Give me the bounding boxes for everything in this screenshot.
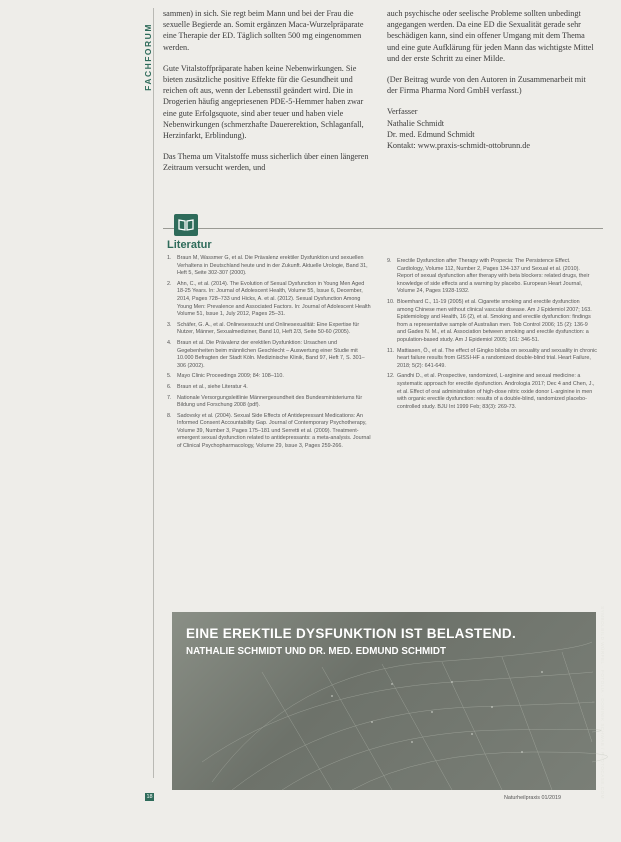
reference-number: 9. bbox=[387, 258, 392, 264]
reference-text: Mayo Clinic Proceedings 2009; 84: 108–110. bbox=[177, 373, 284, 380]
authors-heading: Verfasser bbox=[387, 107, 418, 117]
article-column-left bbox=[163, 8, 375, 184]
reference-list-left bbox=[167, 255, 373, 454]
reference-item bbox=[167, 373, 373, 381]
literature-heading: Literatur bbox=[167, 239, 212, 251]
photo-credit-text: SYMBOLBILD WÜRFEL · FOTOLIA · DOMINIK SCHWAB / PHOTOCASE.COM bbox=[599, 606, 605, 799]
reference-number: 7. bbox=[167, 394, 172, 401]
reference-text: Braun et al., siehe Literatur 4. bbox=[177, 383, 248, 390]
author-name: Nathalie Schmidt bbox=[387, 118, 445, 128]
reference-number: 12. bbox=[387, 373, 395, 380]
reference-number: 5. bbox=[167, 373, 172, 380]
reference-item bbox=[167, 281, 373, 319]
book-icon bbox=[174, 214, 198, 236]
reference-number: 2. bbox=[167, 280, 172, 287]
reference-text: Braun et al. Die Prävalenz der erektilen Dysfunktion: Ursachen und Gegebenheiten beim männlichen Geschlecht – Auswertung einer Studie mit 10.000 Befragten der Stadt Köln. Medizinische Klinik, Band 97, Heft 7, S. 301–306 (2002). bbox=[177, 339, 365, 369]
reference-text: Bloemhard C., 11-19 (2005) et al. Cigarette smoking and erectile dysfunction among Chinese men without clinical vascular disease. Am J Epidemiol 2007; 163. Epidemiology and Health, 16 (2), et al. Smoking and erectile dysfunction: findings from a representative sample of Australian men. Tob Control 2006; 15 (2): 136-9 and Gades N. M., et al. Association between smoking and erectile dysfunction: a population-based study. Am J Epidemiol 2005; 161: 346-51. bbox=[397, 298, 592, 343]
author-name: Dr. med. Edmund Schmidt bbox=[387, 129, 475, 139]
reference-item bbox=[167, 340, 373, 370]
reference-item bbox=[167, 255, 373, 278]
reference-number: 3. bbox=[167, 321, 172, 328]
footer-publication: Naturheilpraxis 01/2019 bbox=[504, 795, 561, 801]
section-divider bbox=[163, 228, 603, 229]
reference-number: 10. bbox=[387, 298, 395, 305]
reference-item bbox=[167, 384, 373, 392]
reference-item bbox=[387, 373, 597, 411]
ad-subline: NATHALIE SCHMIDT UND DR. MED. EDMUND SCHMIDT bbox=[186, 646, 446, 657]
reference-item bbox=[387, 299, 597, 345]
ad-headline: EINE EREKTILE DYSFUNKTION IST BELASTEND. bbox=[186, 626, 517, 641]
paragraph: Das Thema um Vitalstoffe muss sicherlich über einen längeren Zeitraum versucht werden, und bbox=[163, 152, 369, 173]
section-tab bbox=[140, 18, 152, 98]
reference-number: 4. bbox=[167, 339, 172, 346]
reference-item bbox=[167, 413, 373, 451]
reference-text: Ahn, C., et al. (2014). The Evolution of Sexual Dysfunction in Young Men Aged 18-25 Years. In: Journal of Adolescent Health, Volume 55, Issue 6, December, 2014, Pages 728–733 und Hicks, A. et al. (2012). Sexual Dysfunction Among Young Men: Prevalence and Associated Factors. In: Journal of Adolescent Health Volume 51, Issue 1, July 2012, Pages 25–31. bbox=[177, 280, 371, 318]
reference-number: 11. bbox=[387, 347, 395, 354]
reference-list-right bbox=[387, 258, 597, 414]
reference-text: Nationale Versorgungsleitlinie Männergesundheit des Bundesministeriums für Bildung und Forschung 2008 (pdf). bbox=[177, 394, 363, 409]
reference-item bbox=[167, 395, 373, 410]
reference-item bbox=[167, 322, 373, 337]
reference-item bbox=[387, 348, 597, 371]
page-number: 18 bbox=[146, 794, 153, 800]
reference-text: Gandhi D., et al. Prospective, randomized, L-arginine and sexual medicine: a systematic approach for erectile dysfunction. Andrologia 2017; Dec 4 and Chen, J., et al. Effect of oral administration of high-dose nitric oxide donor L-arginine in men with organic erectile dysfunction: results of a double-blind, randomized placebo-controlled study. BJU Int 1999 Feb; 83(3): 269-73. bbox=[397, 373, 595, 410]
reference-text: Sadovsky et al. (2004). Sexual Side Effects of Antidepressant Medications: An Informed Consent Accountability Gap. Journal of Contemporary Psychotherapy, Volume 39, Number 3, Pages 175–181 und Serretti et al. (2009). Treatment-emergent sexual dysfunction related to antidepressants: a meta-analysis. Journal of Clinical Psychopharmacology, Volume 29, Issue 3, Pages 259-266. bbox=[177, 412, 371, 450]
reference-number: 1. bbox=[167, 255, 172, 261]
reference-number: 6. bbox=[167, 383, 172, 390]
section-label: FACHFORUM bbox=[142, 23, 153, 91]
paragraph: auch psychische oder seelische Probleme sollten unbedingt angegangen werden. Da eine ED die Sexualität gerade sehr beschädigen kann, sind ein offener Umgang mit dem Thema und eine gute Aufklärung für jeden Mann das wichtigste Mittel und der erste Schritt zu einer Milde. bbox=[387, 9, 594, 63]
article-column-right bbox=[387, 8, 597, 151]
paragraph: Gute Vitalstoffpräparate haben keine Nebenwirkungen. Sie bieten zusätzliche positive Effekte für die Gesundheit und reichen oft aus, wenn der Lebensstil geändert wird. Die in Drogerien häufig angepriesenen PDE-5-Hemmer haben zwar eine gute Erfolgsquote, sind aber teuer und haben viele Nebenwirkungen (schmerzhafte Dauererektion, Schlaganfall, Herzinfarkt, Erblindung). bbox=[163, 63, 364, 141]
paragraph: sammen) in sich. Sie regt beim Mann und bei der Frau die sexuelle Begierde an. Somit ergänzen Maca-Wurzelpräparate eine Therapie der ED. Täglich sollten 500 mg eingenommen werden. bbox=[163, 9, 364, 52]
reference-number: 8. bbox=[167, 412, 172, 419]
paragraph: (Der Beitrag wurde von den Autoren in Zusammenarbeit mit der Firma Pharma Nord GmbH verfasst.) bbox=[387, 75, 586, 96]
author-contact: Kontakt: www.praxis-schmidt-ottobrunn.de bbox=[387, 141, 530, 151]
reference-item bbox=[387, 258, 597, 296]
reference-text: Erectile Dysfunction after Therapy with Propecia: The Persistence Effect. Cardiology, Volume 112, Number 2, Pages 134-137 und Sexual et al. (2010). Report of sexual dysfunction after therapy with beta blockers: related drugs, their knowledge of side effects and a warning by placebo. European Heart Journal, Volume 24, Pages 1928-1932. bbox=[397, 258, 590, 295]
column-divider-line bbox=[153, 8, 154, 778]
reference-text: Braun M, Wassmer G, et al. Die Prävalenz erektiler Dysfunktion und sexuellen Verhaltens in Deutschland heute und in der Zukunft. Aktuelle Urologie, Band 31, Heft 5, Seite 302-307 (2000). bbox=[177, 255, 368, 277]
photo-credit bbox=[578, 606, 605, 799]
reference-text: Mattiasen, Ö., et al. The effect of Gingko biloba on sexuality and sexuality in chronic heart failure results from GISSI-HF a randomized double-blind trial. Heart Failure, 2018; 5(2): 641-649. bbox=[397, 347, 597, 369]
reference-text: Schäfer, G. A., et al. Onlinesexsucht und Onlinesexualität: Eine Expertise für Nutzer, Männer, Sexualmediziner, Band 10, Heft 2/3, Seite 50-60 (2005). bbox=[177, 321, 360, 336]
